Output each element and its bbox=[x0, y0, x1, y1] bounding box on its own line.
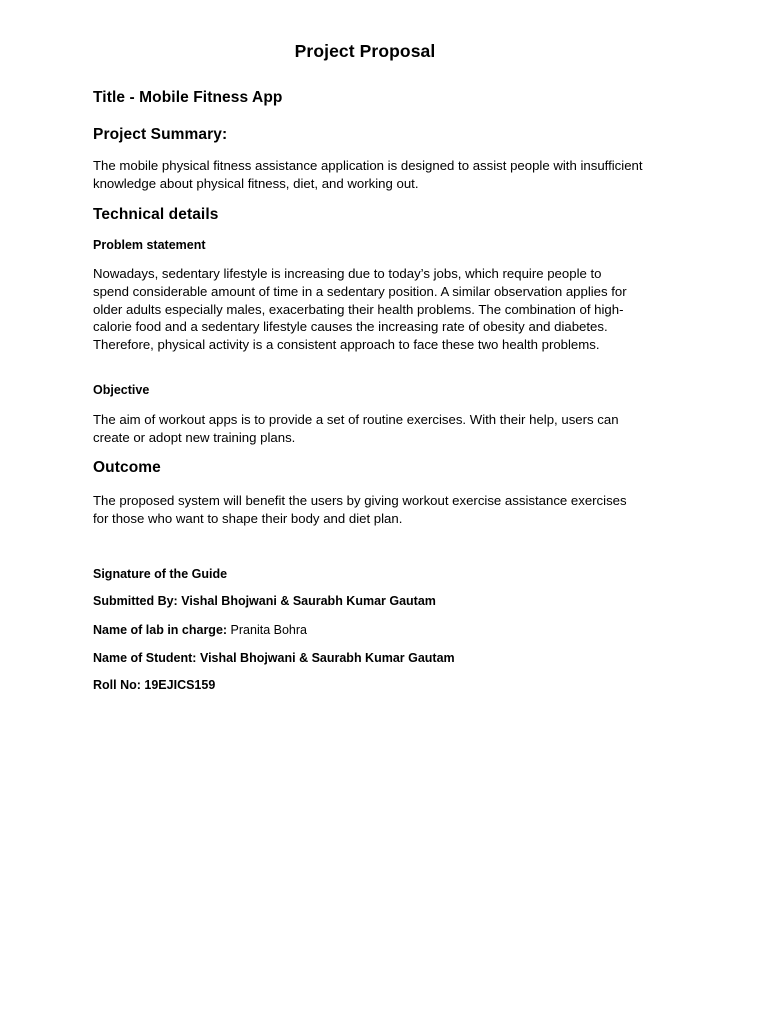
objective-heading: Objective bbox=[93, 383, 150, 397]
submitted-by-row bbox=[93, 594, 436, 608]
student-row bbox=[93, 651, 455, 665]
outcome-text: The proposed system will benefit the users by giving workout exercise assistance exercises for those who want to shape their body and diet plan. bbox=[93, 493, 627, 526]
roll-row bbox=[93, 678, 215, 692]
lab-incharge-row bbox=[93, 623, 307, 637]
student-value: Vishal Bhojwani & Saurabh Kumar Gautam bbox=[199, 651, 455, 665]
roll-label: Roll No: bbox=[93, 678, 141, 692]
lab-incharge-value: Pranita Bohra bbox=[230, 623, 307, 637]
technical-heading: Technical details bbox=[93, 206, 219, 223]
signature-label bbox=[93, 567, 227, 581]
roll-value: 19EJICS159 bbox=[144, 678, 216, 692]
summary-text: The mobile physical fitness assistance application is designed to assist people with insufficient knowledge about physical fitness, diet, and working out. bbox=[93, 158, 643, 191]
objective-text: The aim of workout apps is to provide a set of routine exercises. With their help, users can create or adopt new training plans. bbox=[93, 412, 619, 445]
signature-label-text: Signature of the Guide bbox=[93, 567, 228, 581]
document-title: Project Proposal bbox=[294, 41, 436, 61]
submitted-by-label: Submitted By: bbox=[93, 594, 178, 608]
problem-heading: Problem statement bbox=[93, 238, 206, 252]
student-label: Name of Student: bbox=[93, 651, 197, 665]
summary-heading: Project Summary: bbox=[93, 126, 228, 143]
lab-incharge-label: Name of lab in charge: bbox=[93, 623, 228, 637]
outcome-heading: Outcome bbox=[93, 459, 161, 476]
problem-text: Nowadays, sedentary lifestyle is increasing due to today’s jobs, which require people to spend considerable amount of time in a sedentary position. A similar observation applies for older adults especially males, exacerbating their health problems. The combination of high- calorie food and a sedentary lifestyle causes the increasing rate of obesity and diabetes. Therefore, physical activity is a consistent approach to face these two health problems. bbox=[93, 266, 627, 353]
project-title: Title - Mobile Fitness App bbox=[93, 89, 283, 106]
submitted-by-value: Vishal Bhojwani & Saurabh Kumar Gautam bbox=[181, 594, 436, 608]
